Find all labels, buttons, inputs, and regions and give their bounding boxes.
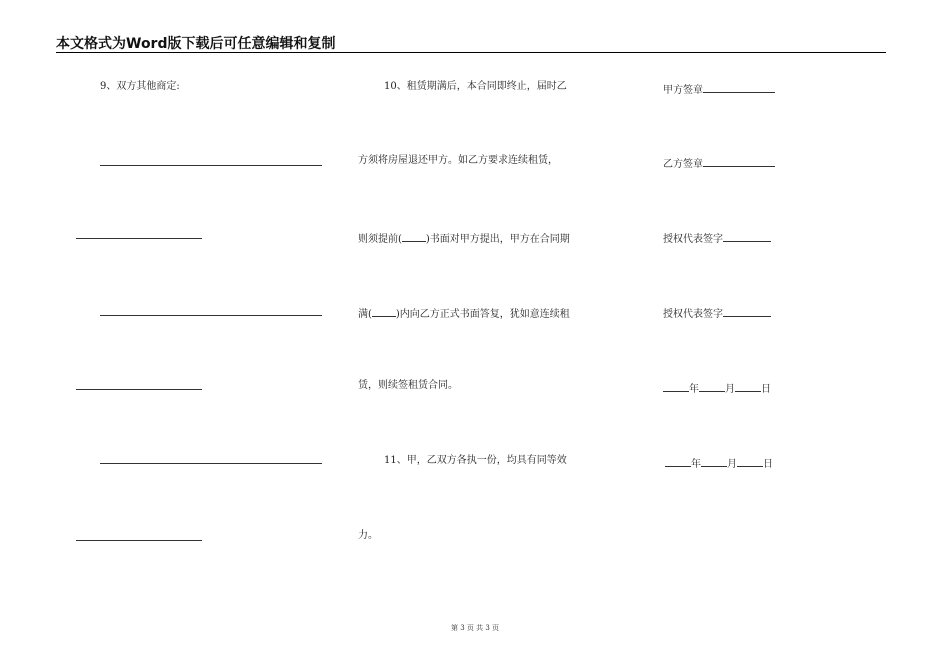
blank-field (402, 230, 426, 242)
clause-10-text: )书面对甲方提出，甲方在合同期 (425, 234, 570, 245)
date-blank (737, 455, 763, 467)
clause-10-line: 10、租赁期满后，本合同即终止，届时乙 (384, 81, 567, 92)
fill-in-line (100, 315, 322, 316)
fill-in-line (100, 463, 322, 464)
date-row (663, 380, 771, 396)
clause-10-text: 满( (358, 309, 372, 320)
signature-blank (723, 230, 771, 242)
date-row (665, 455, 773, 471)
clause-10-text: 则须提前( (358, 234, 402, 245)
date-blank (663, 380, 689, 392)
authorized-rep-label: 授权代表签字 (663, 309, 723, 320)
clause-11-line: 11、甲，乙双方各执一份，均具有同等效 (384, 455, 567, 466)
clause-11-line: 力。 (358, 530, 378, 541)
day-label: 日 (763, 459, 773, 470)
day-label: 日 (761, 384, 771, 395)
clause-10-line: 赁，则续签租赁合同。 (358, 380, 458, 391)
authorized-rep-row (663, 305, 771, 321)
signature-blank (703, 155, 775, 167)
fill-in-line (76, 540, 202, 541)
month-label: 月 (725, 384, 735, 395)
fill-in-line (76, 389, 202, 390)
authorized-rep-label: 授权代表签字 (663, 234, 723, 245)
clause-10-line: 方须将房屋退还甲方。如乙方要求连续租赁， (358, 155, 558, 166)
date-blank (735, 380, 761, 392)
month-label: 月 (727, 459, 737, 470)
blank-field (372, 305, 396, 317)
clause-10-text: )内向乙方正式书面答复，犹如意连续租 (395, 309, 570, 320)
year-label: 年 (689, 384, 699, 395)
clause-10-line (358, 230, 570, 246)
date-blank (701, 455, 727, 467)
party-b-signature-row (663, 155, 775, 171)
signature-blank (703, 81, 775, 93)
party-b-signature-label: 乙方签章 (663, 159, 703, 170)
fill-in-line (100, 165, 322, 166)
page-number: 第 3 页 共 3 页 (450, 624, 500, 632)
date-blank (665, 455, 691, 467)
document-header-title: 本文格式为Word版下载后可任意编辑和复制 (56, 36, 336, 52)
signature-blank (723, 305, 771, 317)
year-label: 年 (691, 459, 701, 470)
date-blank (699, 380, 725, 392)
party-a-signature-label: 甲方签章 (663, 85, 703, 96)
party-a-signature-row (663, 81, 775, 97)
clause-10-line (358, 305, 570, 321)
authorized-rep-row (663, 230, 771, 246)
header-divider (56, 52, 886, 53)
fill-in-line (76, 238, 202, 239)
clause-9-title: 9、双方其他商定: (100, 81, 180, 92)
